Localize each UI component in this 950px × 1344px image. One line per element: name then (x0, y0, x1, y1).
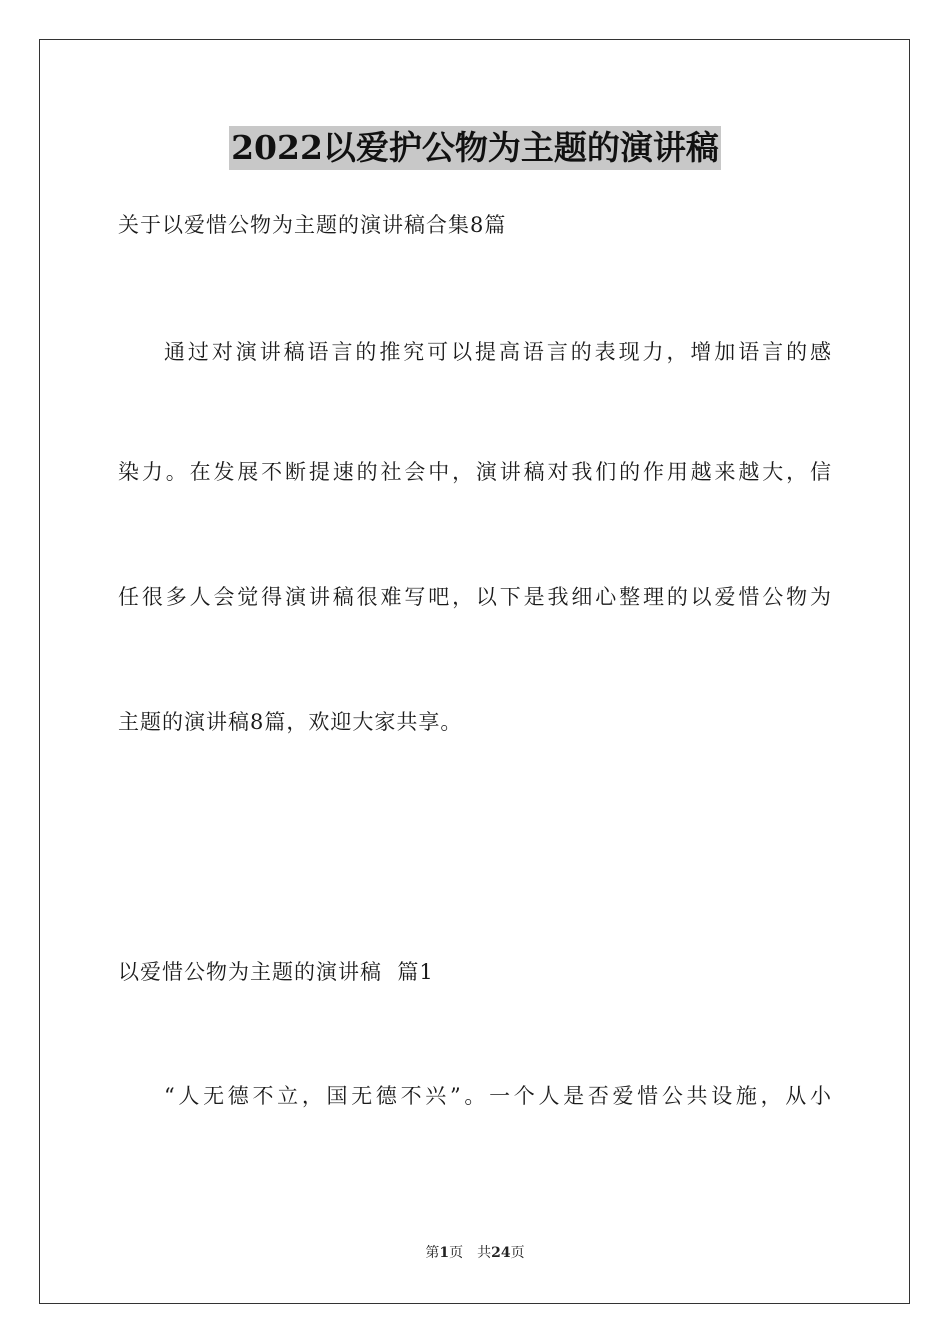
total-pages: 24 (491, 1245, 511, 1261)
page-number: 1 (439, 1245, 450, 1261)
intro-line-4: 主题的演讲稿8篇，欢迎大家共享。 (118, 710, 463, 734)
page-footer (0, 1243, 950, 1263)
section-heading: 以爱惜公物为主题的演讲稿 篇1 (118, 960, 434, 984)
document-subtitle: 关于以爱惜公物为主题的演讲稿合集8篇 (118, 213, 507, 237)
total-label-suffix: 页 (510, 1245, 525, 1261)
page-label-suffix: 页 (449, 1245, 464, 1261)
intro-line-3: 任很多人会觉得演讲稿很难写吧，以下是我细心整理的以爱惜公物为 (118, 585, 832, 609)
intro-line-1: 通过对演讲稿语言的推究可以提高语言的表现力，增加语言的感 (164, 340, 832, 364)
total-label-prefix: 共 (477, 1245, 492, 1261)
page-label-prefix: 第 (425, 1245, 440, 1261)
intro-line-2: 染力。在发展不断提速的社会中，演讲稿对我们的作用越来越大，信 (118, 460, 832, 484)
section-first-line: “人无德不立，国无德不兴”。一个人是否爱惜公共设施，从小 (164, 1084, 832, 1108)
document-title: 2022以爱护公物为主题的演讲稿 (229, 126, 721, 170)
title-container (0, 126, 950, 170)
